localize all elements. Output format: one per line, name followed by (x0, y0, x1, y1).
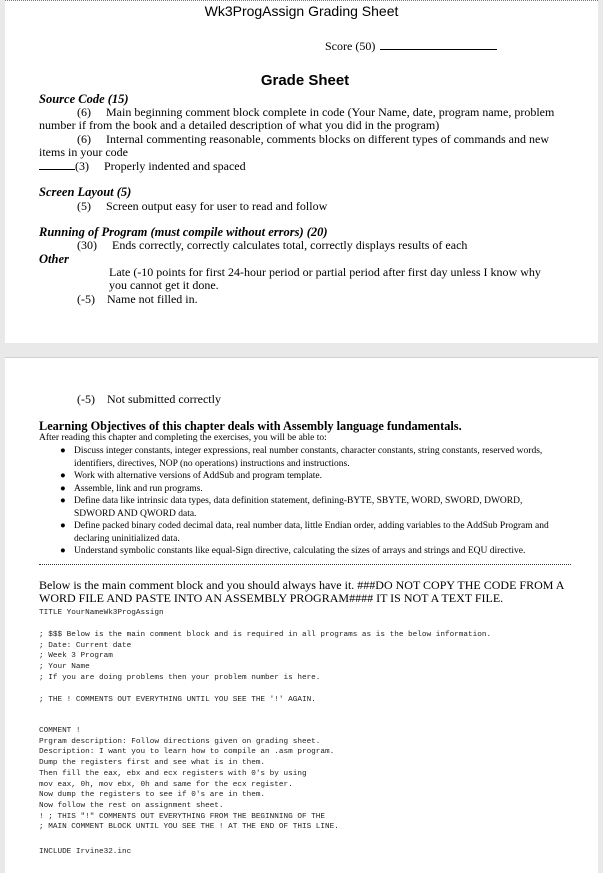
code-line: COMMENT ! (39, 727, 81, 735)
code-line: ! ; THIS "!" COMMENTS OUT EVERYTHING FROM THE BEGINNING OF THE (39, 812, 326, 821)
code-warning-line: ; THE ! COMMENTS OUT EVERYTHING UNTIL YOU SEE THE '!' AGAIN. (39, 696, 316, 704)
notice-line-2: WORD FILE AND PASTE INTO AN ASSEMBLY PROGRAM#### IT IS NOT A TEXT FILE. (39, 591, 504, 605)
name-missing-item (77, 293, 198, 306)
criterion-text: Name not filled in. (107, 292, 198, 306)
code-line: ; Your Name (39, 663, 90, 672)
source-code-item-1 (39, 106, 579, 132)
points: (3) (75, 159, 89, 173)
points: (6) (77, 132, 91, 146)
learning-objectives-heading: Learning Objectives of this chapter deals with Assembly language fundamentals. (39, 419, 462, 433)
criterion-text: Ends correctly, correctly calculates total, correctly displays results of each (112, 238, 468, 252)
bullet-icon: ● (60, 521, 66, 531)
document-title: Wk3ProgAssign Grading Sheet (204, 3, 399, 19)
criterion-text: Screen output easy for user to read and follow (106, 199, 328, 213)
objectives-list (58, 445, 563, 558)
code-include-line: INCLUDE Irvine32.inc (39, 848, 132, 856)
list-item: ● Understand symbolic constants like equal-Sign directive, calculating the sizes of arrays and strings and EQU directive. (60, 546, 526, 556)
grade-sheet-title: Grade Sheet (260, 72, 350, 89)
code-title-line: TITLE YourNameWk3ProgAssign (39, 609, 164, 617)
notice-line-1: Below is the main comment block and you should always have it. ###DO NOT COPY THE CODE FROM A (39, 578, 565, 592)
code-line: Then fill the eax, ebx and ecx registers with 0's by using (39, 769, 307, 778)
criterion-text: Main beginning comment block complete in code (Your Name, date, program name, problem number if from the book and a detailed description of what you did in the program) (39, 105, 555, 132)
criterion-text: Internal commenting reasonable, comments blocks on different types of commands and new items in your code (39, 132, 549, 159)
screen-layout-item (77, 200, 327, 213)
list-item: ● Discuss integer constants, integer expressions, real number constants, character constants, string constants, reserved words, identifiers, directives, NOP (no operations) instructions and instructions. (60, 446, 543, 469)
code-line: Now dump the registers to see if 0's are in them. (39, 791, 266, 800)
code-line: ; If you are doing problems then your problem number is here. (39, 673, 321, 682)
code-line: ; Week 3 Program (39, 652, 113, 661)
points: (5) (77, 199, 91, 213)
list-item: ● Define data like intrinsic data types, data definition statement, defining-BYTE, SBYTE, WORD, SWORD, DWORD, SDWORD AND QWORD data. (60, 496, 523, 519)
running-heading: Running of Program (must compile without errors) (20) (39, 225, 328, 239)
code-header-comments (39, 630, 491, 684)
running-item (77, 239, 467, 252)
grading-sheet-page-1 (5, 0, 598, 343)
late-policy: Late (-10 points for first 24-hour period or partial period after first day unless I know why you cannot get it done. (109, 265, 541, 292)
code-line: ; MAIN COMMENT BLOCK UNTIL YOU SEE THE ! AT THE END OF THIS LINE. (39, 823, 339, 832)
not-submitted-item (77, 393, 221, 406)
list-item: ● Define packed binary coded decimal data, real number data, little Endian order, adding variables to the AddSub Program and declaring uninitialized data. (60, 521, 549, 544)
points: (6) (77, 105, 91, 119)
points: (-5) (77, 292, 95, 306)
points: (-5) (77, 392, 95, 406)
code-line: ; Date: Current date (39, 641, 132, 650)
bullet-icon: ● (60, 446, 66, 456)
source-code-heading: Source Code (15) (39, 92, 129, 106)
score-field (325, 39, 497, 54)
grading-sheet-page-2 (5, 357, 598, 873)
criterion-text: Properly indented and spaced (104, 159, 246, 173)
code-comment-block (39, 726, 339, 833)
code-line: mov eax, 0h, mov ebx, 0h and same for the ecx register. (39, 780, 293, 789)
source-code-item-2 (39, 133, 559, 159)
points: (30) (77, 238, 97, 252)
other-heading: Other (39, 252, 69, 266)
bullet-icon: ● (60, 471, 66, 481)
screen-layout-heading: Screen Layout (5) (39, 185, 132, 199)
code-line: Description: I want you to learn how to compile an .asm program. (39, 748, 335, 757)
code-line: Now follow the rest on assignment sheet. (39, 801, 224, 810)
list-item: ● Assemble, link and run programs. (60, 483, 203, 494)
list-item: ● Work with alternative versions of AddSub and program template. (60, 471, 323, 481)
bullet-icon: ● (60, 496, 66, 506)
bullet-icon: ● (60, 483, 66, 494)
criterion-text: Not submitted correctly (107, 392, 221, 406)
learning-objectives-intro: After reading this chapter and completing the exercises, you will be able to: (39, 433, 327, 443)
code-line: Prgram description: Follow directions given on grading sheet. (39, 737, 321, 746)
source-code-item-3 (39, 159, 246, 173)
code-line: Dump the registers first and see what is in them. (39, 759, 266, 768)
section-divider (39, 564, 571, 565)
code-line: ; $$$ Below is the main comment block and is required in all programs as is the below information. (39, 631, 492, 639)
bullet-icon: ● (60, 546, 66, 556)
score-label: Score (50) (325, 39, 376, 53)
score-blank[interactable] (39, 159, 75, 170)
score-blank[interactable] (380, 49, 497, 50)
